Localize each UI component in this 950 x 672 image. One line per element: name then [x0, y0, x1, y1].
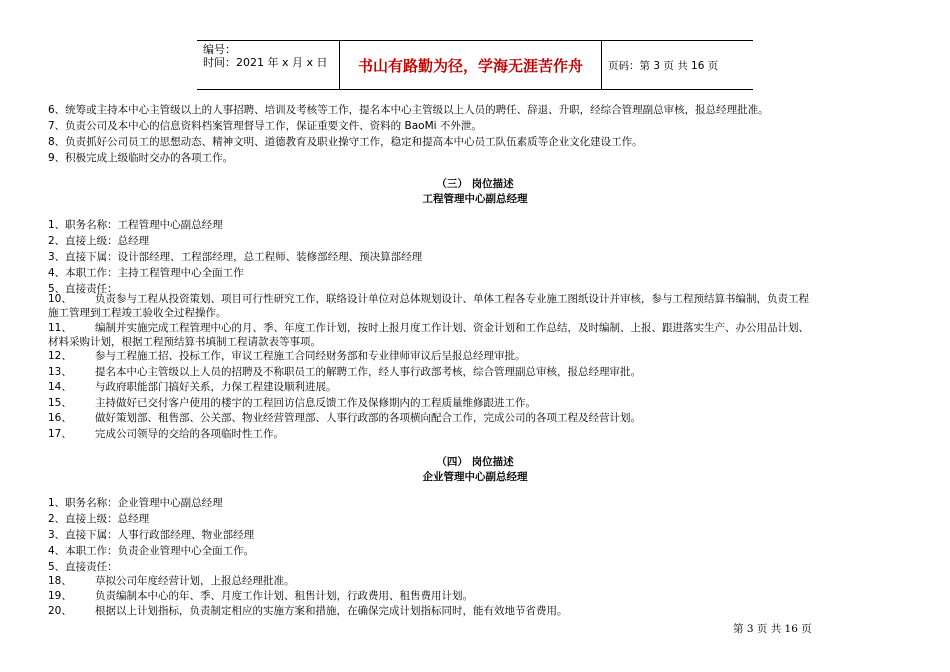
item-text: 提名本中心主管级以上人员的招聘及不称职员工的解聘工作，经人事行政部考核，综合管理副总审核，报总经理审批。 — [95, 366, 641, 378]
item-text: 负责参与工程从投资策划、项目可行性研究工作，联络设计单位对总体规划设计、单体工程各专业施工图纸设计并审核，参与工程预结算书编制，负责工程 — [95, 293, 809, 305]
duty-line: 9、积极完成上级临时交办的各项工作。 — [48, 152, 234, 164]
section-subheading: 企业管理中心副总经理 — [422, 471, 528, 483]
info-line: 4、本职工作：主持工程管理中心全面工作 — [48, 267, 244, 279]
number-label: 编号： — [203, 43, 236, 56]
header-motto: 书山有路勤为径，学海无涯苦作舟 — [339, 41, 602, 89]
info-line: 3、直接下属：人事行政部经理、物业部经理 — [48, 529, 255, 541]
item-text: 与政府职能部门搞好关系，力保工程建设顺利进展。 — [95, 381, 337, 393]
item-number: 14、 — [48, 381, 72, 393]
page-footer: 第 3 页 共 16 页 — [733, 623, 812, 635]
info-line: 1、职务名称：工程管理中心副总经理 — [48, 219, 223, 231]
item-text: 编制并实施完成工程管理中心的月、季、年度工作计划，按时上报月度工作计划、资金计划和工作总结，及时编制、上报、跟进落实生产、办公用品计划、 — [95, 322, 809, 334]
item-text: 负责编制本中心的年、季、月度工作计划、租售计划，行政费用、租售费用计划。 — [95, 590, 473, 602]
info-line: 1、职务名称：企业管理中心副总经理 — [48, 497, 223, 509]
item-number: 20、 — [48, 605, 72, 617]
info-line: 4、本职工作：负责企业管理中心全面工作。 — [48, 545, 255, 557]
item-number: 16、 — [48, 412, 72, 424]
item-text: 主持做好已交付客户使用的楼宇的工程回访信息反馈工作及保修期内的工程质量维修跟进工作。 — [95, 397, 536, 409]
duty-line: 6、统筹或主持本中心主管级以上的人事招聘、培训及考核等工作，提名本中心主管级以上人员的聘任、辞退、升职，经综合管理副总审核，报总经理批准。 — [48, 104, 769, 116]
item-text: 根据以上计划指标，负责制定相应的实施方案和措施，在确保完成计划指标同时，能有效地节省费用。 — [95, 605, 568, 617]
info-line: 3、直接下属：设计部经理、工程部经理，总工程师、装修部经理、预决算部经理 — [48, 251, 423, 263]
item-number: 18、 — [48, 575, 72, 587]
item-number: 10、 — [48, 293, 72, 305]
section-heading: （四） 岗位描述 — [436, 456, 514, 468]
item-number: 11、 — [48, 322, 72, 334]
time-label: 时间：2021 年 x 月 x 日 — [203, 56, 328, 69]
item-number: 13、 — [48, 366, 72, 378]
header-page-code: 页码：第 3 页 共 16 页 — [608, 59, 719, 72]
duty-line: 7、负责公司及本中心的信息资料档案管理督导工作，保证重要文件、资料的 BaoMi 不外泄。 — [48, 120, 482, 132]
item-text-continued: 施工管理到工程竣工验收全过程操作。 — [48, 307, 227, 319]
item-text: 参与工程施工招、投标工作，审议工程施工合同经财务部和专业律师审议后呈报总经理审批。 — [95, 350, 526, 362]
duty-line: 8、负责抓好公司员工的思想动态、精神文明、道德教育及职业操守工作，稳定和提高本中心员工队伍素质等企业文化建设工作。 — [48, 136, 643, 148]
item-number: 15、 — [48, 397, 72, 409]
info-line: 2、直接上级：总经理 — [48, 235, 150, 247]
item-number: 19、 — [48, 590, 72, 602]
item-text: 做好策划部、租售部、公关部、物业经营管理部、人事行政部的各项横向配合工作，完成公司的各项工程及经营计划。 — [95, 412, 641, 424]
item-number: 12、 — [48, 350, 72, 362]
item-text-continued: 材料采购计划，根据工程预结算书填制工程请款表等事项。 — [48, 336, 321, 348]
item-number: 17、 — [48, 428, 72, 440]
item-text: 完成公司领导的交给的各项临时性工作。 — [95, 428, 284, 440]
section-subheading: 工程管理中心副总经理 — [422, 193, 528, 205]
page-header — [197, 40, 753, 90]
info-line: 5、直接责任： — [48, 561, 118, 573]
info-line: 2、直接上级：总经理 — [48, 513, 150, 525]
header-info — [197, 41, 339, 89]
info-line: 5、直接责任： — [48, 283, 118, 295]
item-text: 草拟公司年度经营计划，上报总经理批准。 — [95, 575, 295, 587]
section-heading: （三） 岗位描述 — [436, 178, 514, 190]
